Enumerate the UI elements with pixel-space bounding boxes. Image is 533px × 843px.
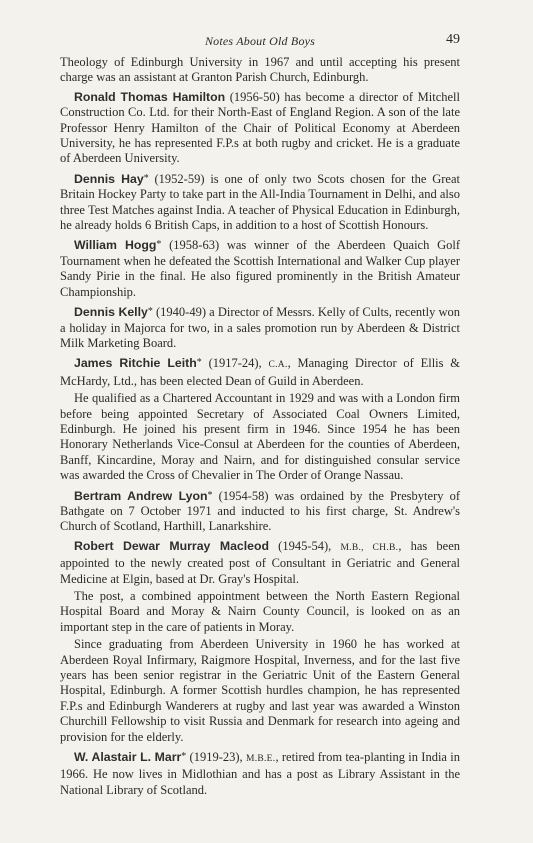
entry-lyon: Bertram Andrew Lyon* (1954-58) was ordained by the Presbytery of Bathgate on 7 October 1971 and inducted to his first charge, St. Andrew's Church of Scotland, Harthill, Lanarkshire. xyxy=(60,488,460,534)
entry-name: Ronald Thomas Hamilton xyxy=(74,89,226,104)
page xyxy=(60,32,460,802)
page-number: 49 xyxy=(446,32,460,47)
entry-hogg: William Hogg* (1958-63) was winner of the Aberdeen Quaich Golf Tournament when he defeated the Scottish International and Walker Cup player Sandy Pirie in the final. He also figured prominently in the British Amateur Championship. xyxy=(60,238,460,299)
entry-name: Dennis Kelly xyxy=(74,305,148,320)
entry-macleod-para: Since graduating from Aberdeen University in 1960 he has worked at Aberdeen Royal Infirmary, Raigmore Hospital, Inverness, and for the last five years has been senior registrar in the Geriatric Unit of the Eastern General Hospital, Edinburgh. A former Scottish hurdles champion, he has represented F.P.s and Edinburgh Wanderers at rugby and last year was awarded a Winston Churchill Fellowship to visit Russia and Denmark for research into ageing and provision for the elderly. xyxy=(60,637,460,744)
entry-hamilton: Ronald Thomas Hamilton (1956-50) has become a director of Mitchell Construction Co. Ltd. for their North-East of England Region. A son of the late Professor Henry Hamilton of the Chair of Political Economy at Aberdeen University, he has represented F.P.s at both rugby and cricket. He is a graduate of Aberdeen University. xyxy=(60,89,460,166)
entry-name: William Hogg xyxy=(74,238,157,253)
entry-kelly: Dennis Kelly* (1940-49) a Director of Messrs. Kelly of Cults, recently won a holiday in Majorca for two, in a sales promotion run by Aberdeen & District Milk Marketing Board. xyxy=(60,305,461,350)
entry-leith-para: He qualified as a Chartered Accountant in 1929 and was with a London firm before being appointed Secretary of Associated Coal Owners Limited, Edinburgh. He joined his present firm in 1946. Since 1954 he has been Honorary Netherlands Vice-Consul at Aberdeen for the counties of Aberdeen, Banff, Kincardine, Moray and Nairn, and for distinguished consular service was awarded the Cross of Chevalier in The Order of Orange Nassau. xyxy=(60,391,460,483)
running-head xyxy=(60,32,460,52)
entry-macleod: Robert Dewar Murray Macleod (1945-54), M.B., CH.B., has been appointed to the newly created post of Consultant in Geriatric and General Medicine at Elgin, based at Dr. Gray's Hospital. xyxy=(60,538,460,586)
entry-name: Robert Dewar Murray Macleod xyxy=(74,538,270,553)
running-head-title: Notes About Old Boys xyxy=(204,34,316,48)
entry-continuation: Theology of Edinburgh University in 1967 and until accepting his present charge was an assistant at Granton Parish Church, Edinburgh. xyxy=(60,55,460,85)
entry-macleod-para: The post, a combined appointment between the North Eastern Regional Hospital Board and Moray & Nairn County Council, is looked on as an important step in the care of patients in Moray. xyxy=(60,589,460,634)
entry-name: Dennis Hay xyxy=(74,171,144,186)
entry-leith: James Ritchie Leith* (1917-24), C.A., Managing Director of Ellis & McHardy, Ltd., has been elected Dean of Guild in Aberdeen. xyxy=(60,356,460,388)
entry-hay: Dennis Hay* (1952-59) is one of only two Scots chosen for the Great Britain Hockey Party to take part in the All-India Tournament in Delhi, and also three Test Matches against India. A teacher of Physical Education in Edinburgh, he already holds 6 British Caps, in addition to a host of Scottish Honours. xyxy=(60,171,460,233)
entry-name: W. Alastair L. Marr xyxy=(74,750,182,765)
entry-name: James Ritchie Leith xyxy=(74,356,197,371)
body-text xyxy=(60,55,460,798)
entry-marr: W. Alastair L. Marr* (1919-23), M.B.E., retired from tea-planting in India in 1966. He now lives in Midlothian and has a post as Library Assistant in the National Library of Scotland. xyxy=(60,750,460,797)
entry-name: Bertram Andrew Lyon xyxy=(74,488,208,503)
